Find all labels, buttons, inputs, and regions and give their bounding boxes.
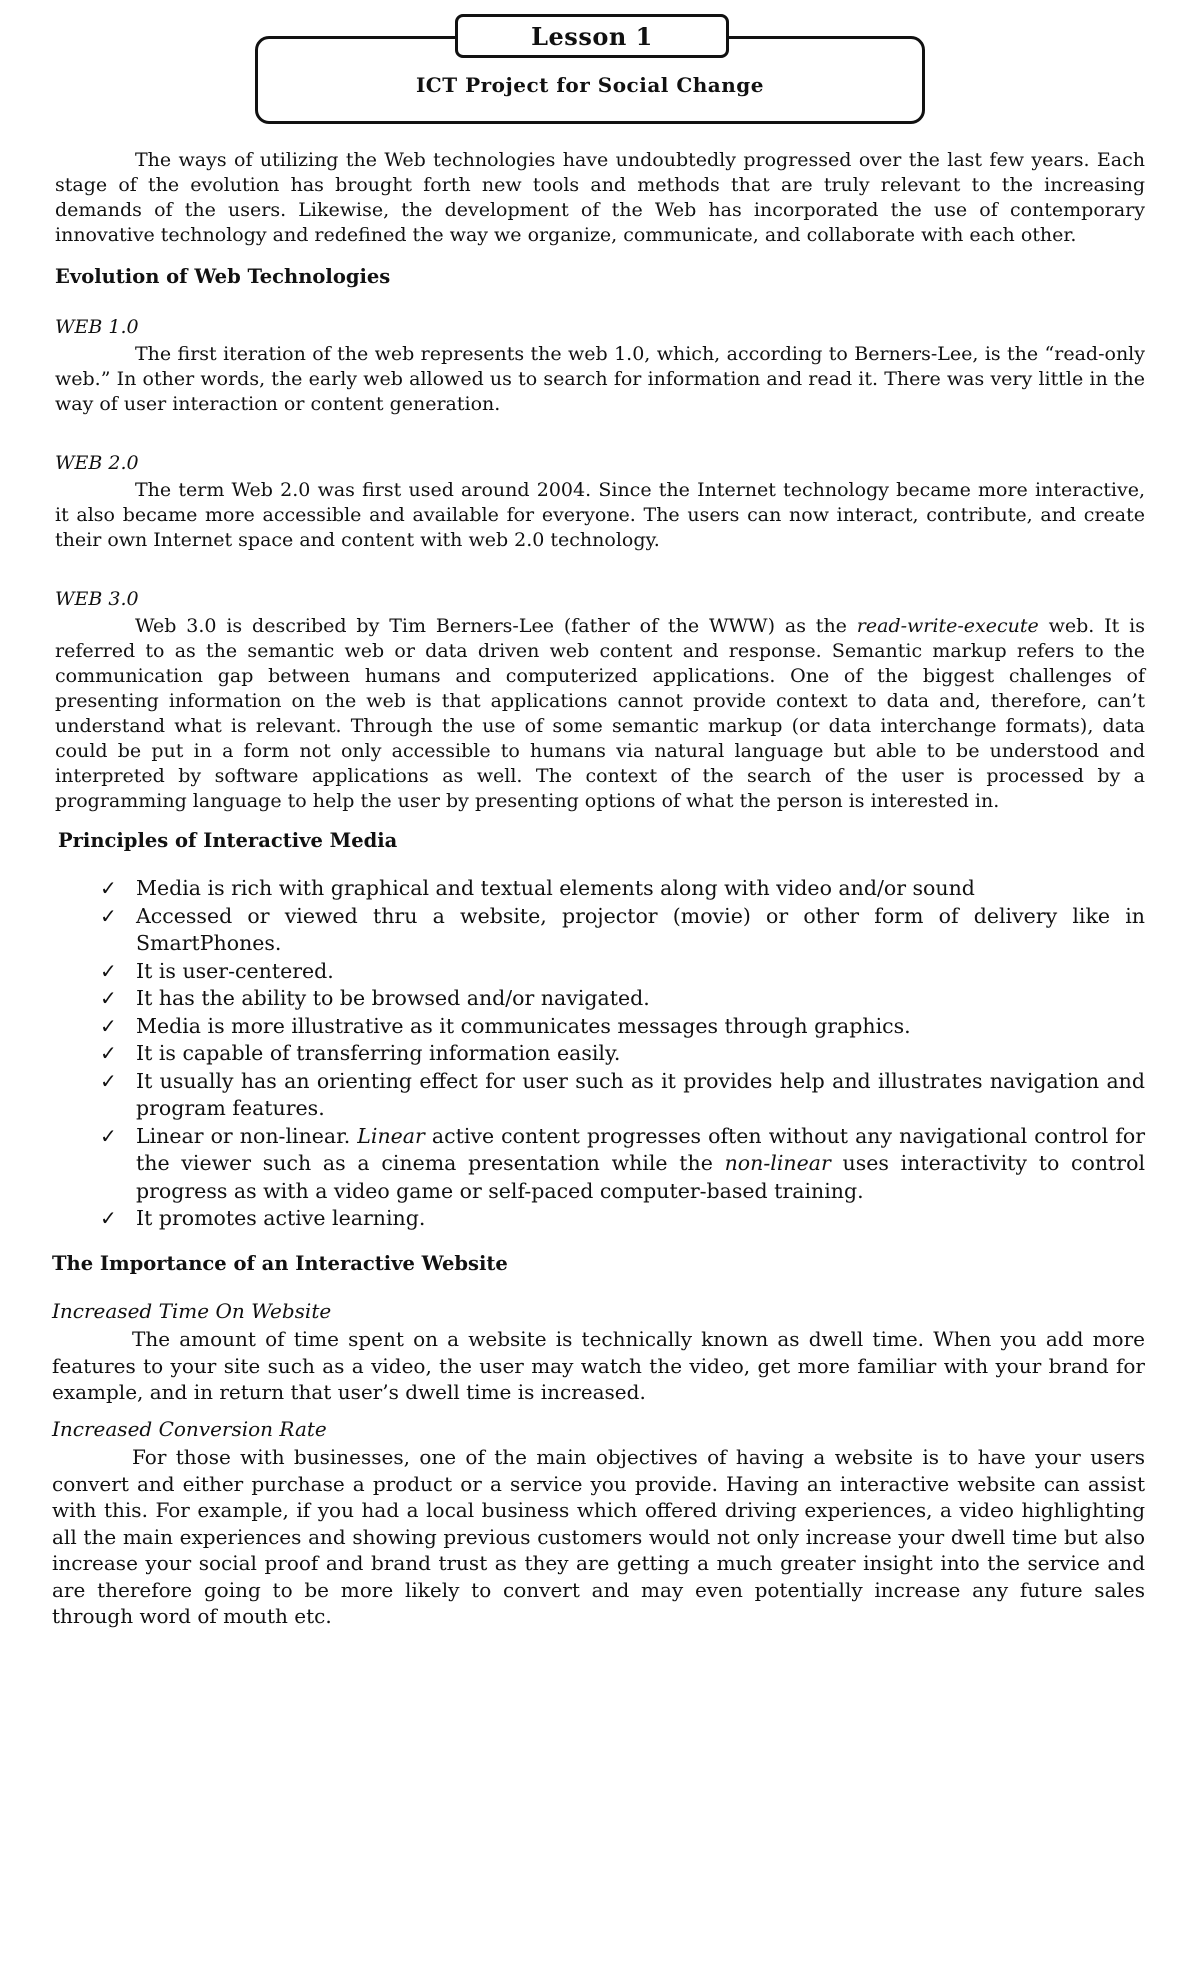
list-item: ✓ Media is more illustrative as it communicates messages through graphics. (100, 1013, 1145, 1041)
list-item: ✓ Media is rich with graphical and textual elements along with video and/or sound (100, 875, 1145, 903)
time-paragraph: The amount of time spent on a website is technically known as dwell time. When you add more features to your site such as a video, the user may watch the video, get more familiar with your brand for example, and in return that user’s dwell time is increased. (52, 1327, 1145, 1404)
checkmark-icon: ✓ (100, 876, 117, 900)
principles-heading: Principles of Interactive Media (58, 829, 398, 852)
checkmark-icon: ✓ (100, 903, 117, 928)
lesson-label: Lesson 1 (455, 14, 729, 58)
checkmark-icon: ✓ (100, 986, 117, 1010)
web3-title: WEB 3.0 (55, 588, 139, 610)
lesson-title: ICT Project for Social Change (255, 36, 925, 124)
list-item: ✓ It usually has an orienting effect for user such as it provides help and illustrates navigation and program features. (100, 1068, 1145, 1120)
list-item: ✓ It is capable of transferring information easily. (100, 1040, 1145, 1068)
checkmark-icon: ✓ (100, 958, 117, 983)
checkmark-icon: ✓ (100, 1013, 117, 1038)
checkmark-icon: ✓ (100, 1206, 117, 1230)
principles-list (55, 875, 1145, 1233)
document-body (52, 148, 1146, 1630)
list-item: ✓ It is user-centered. (100, 958, 1145, 986)
web2-paragraph: The term Web 2.0 was first used around 2004. Since the Internet technology became more interactive, it also became more accessible and available for everyone. The users can now interact, contribute, and create their own Internet space and content with web 2.0 technology. (55, 479, 1145, 551)
importance-heading: The Importance of an Interactive Website (52, 1251, 508, 1275)
checkmark-icon: ✓ (100, 1041, 117, 1065)
web1-paragraph: The first iteration of the web represents the web 1.0, which, according to Berners-Lee, is the “read-only web.” In other words, the early web allowed us to search for information and read it. There was very little in the way of user interaction or content generation. (55, 343, 1145, 415)
web1-title: WEB 1.0 (55, 316, 139, 338)
conversion-title: Increased Conversion Rate (52, 1416, 327, 1441)
conversion-paragraph: For those with businesses, one of the main objectives of having a website is to have your users convert and either purchase a product or a service you provide. Having an interactive website can assist with this. For example, if you had a local business which offered driving experiences, a video highlighting all the main experiences and showing previous customers would not only increase your dwell time but also increase your social proof and brand trust as they are getting a much greater insight into the service and are therefore going to be more likely to convert and may even potentially increase any future sales through word of mouth etc. (52, 1445, 1145, 1628)
intro-paragraph: The ways of utilizing the Web technologies have undoubtedly progressed over the last few years. Each stage of the evolution has brought forth new tools and methods that are truly relevant to the increasing demands of the users. Likewise, the development of the Web has incorporated the use of contemporary innovative technology and redefined the way we organize, communicate, and collaborate with each other. (55, 149, 1145, 246)
evolution-heading: Evolution of Web Technologies (55, 265, 391, 288)
checkmark-icon: ✓ (100, 1068, 117, 1093)
checkmark-icon: ✓ (100, 1123, 117, 1148)
list-item: ✓ It promotes active learning. (100, 1205, 1145, 1233)
web2-title: WEB 2.0 (55, 452, 139, 474)
web3-paragraph: Web 3.0 is described by Tim Berners-Lee (father of the WWW) as the read-write-execute web. It is referred to as the semantic web or data driven web content and response. Semantic markup refers to the communication gap between humans and computerized applications. One of the biggest challenges of presenting information on the web is that applications cannot provide context to data and, therefore, can’t understand what is relevant. Through the use of some semantic markup (or data interchange formats), data could be put in a form not only accessible to humans via natural language but able to be understood and interpreted by software applications as well. The context of the search of the user is processed by a programming language to help the user by presenting options of what the person is interested in. (55, 615, 1146, 812)
list-item: ✓ It has the ability to be browsed and/or navigated. (100, 985, 1145, 1013)
list-item: ✓ Linear or non-linear. Linear active content progresses often without any navigational control for the viewer such as a cinema presentation while the non-linear uses interactivity to control progress as with a video game or self-paced computer-based training. (100, 1123, 1146, 1203)
list-item: ✓ Accessed or viewed thru a website, projector (movie) or other form of delivery like in SmartPhones. (100, 903, 1145, 955)
time-title: Increased Time On Website (52, 1298, 332, 1323)
